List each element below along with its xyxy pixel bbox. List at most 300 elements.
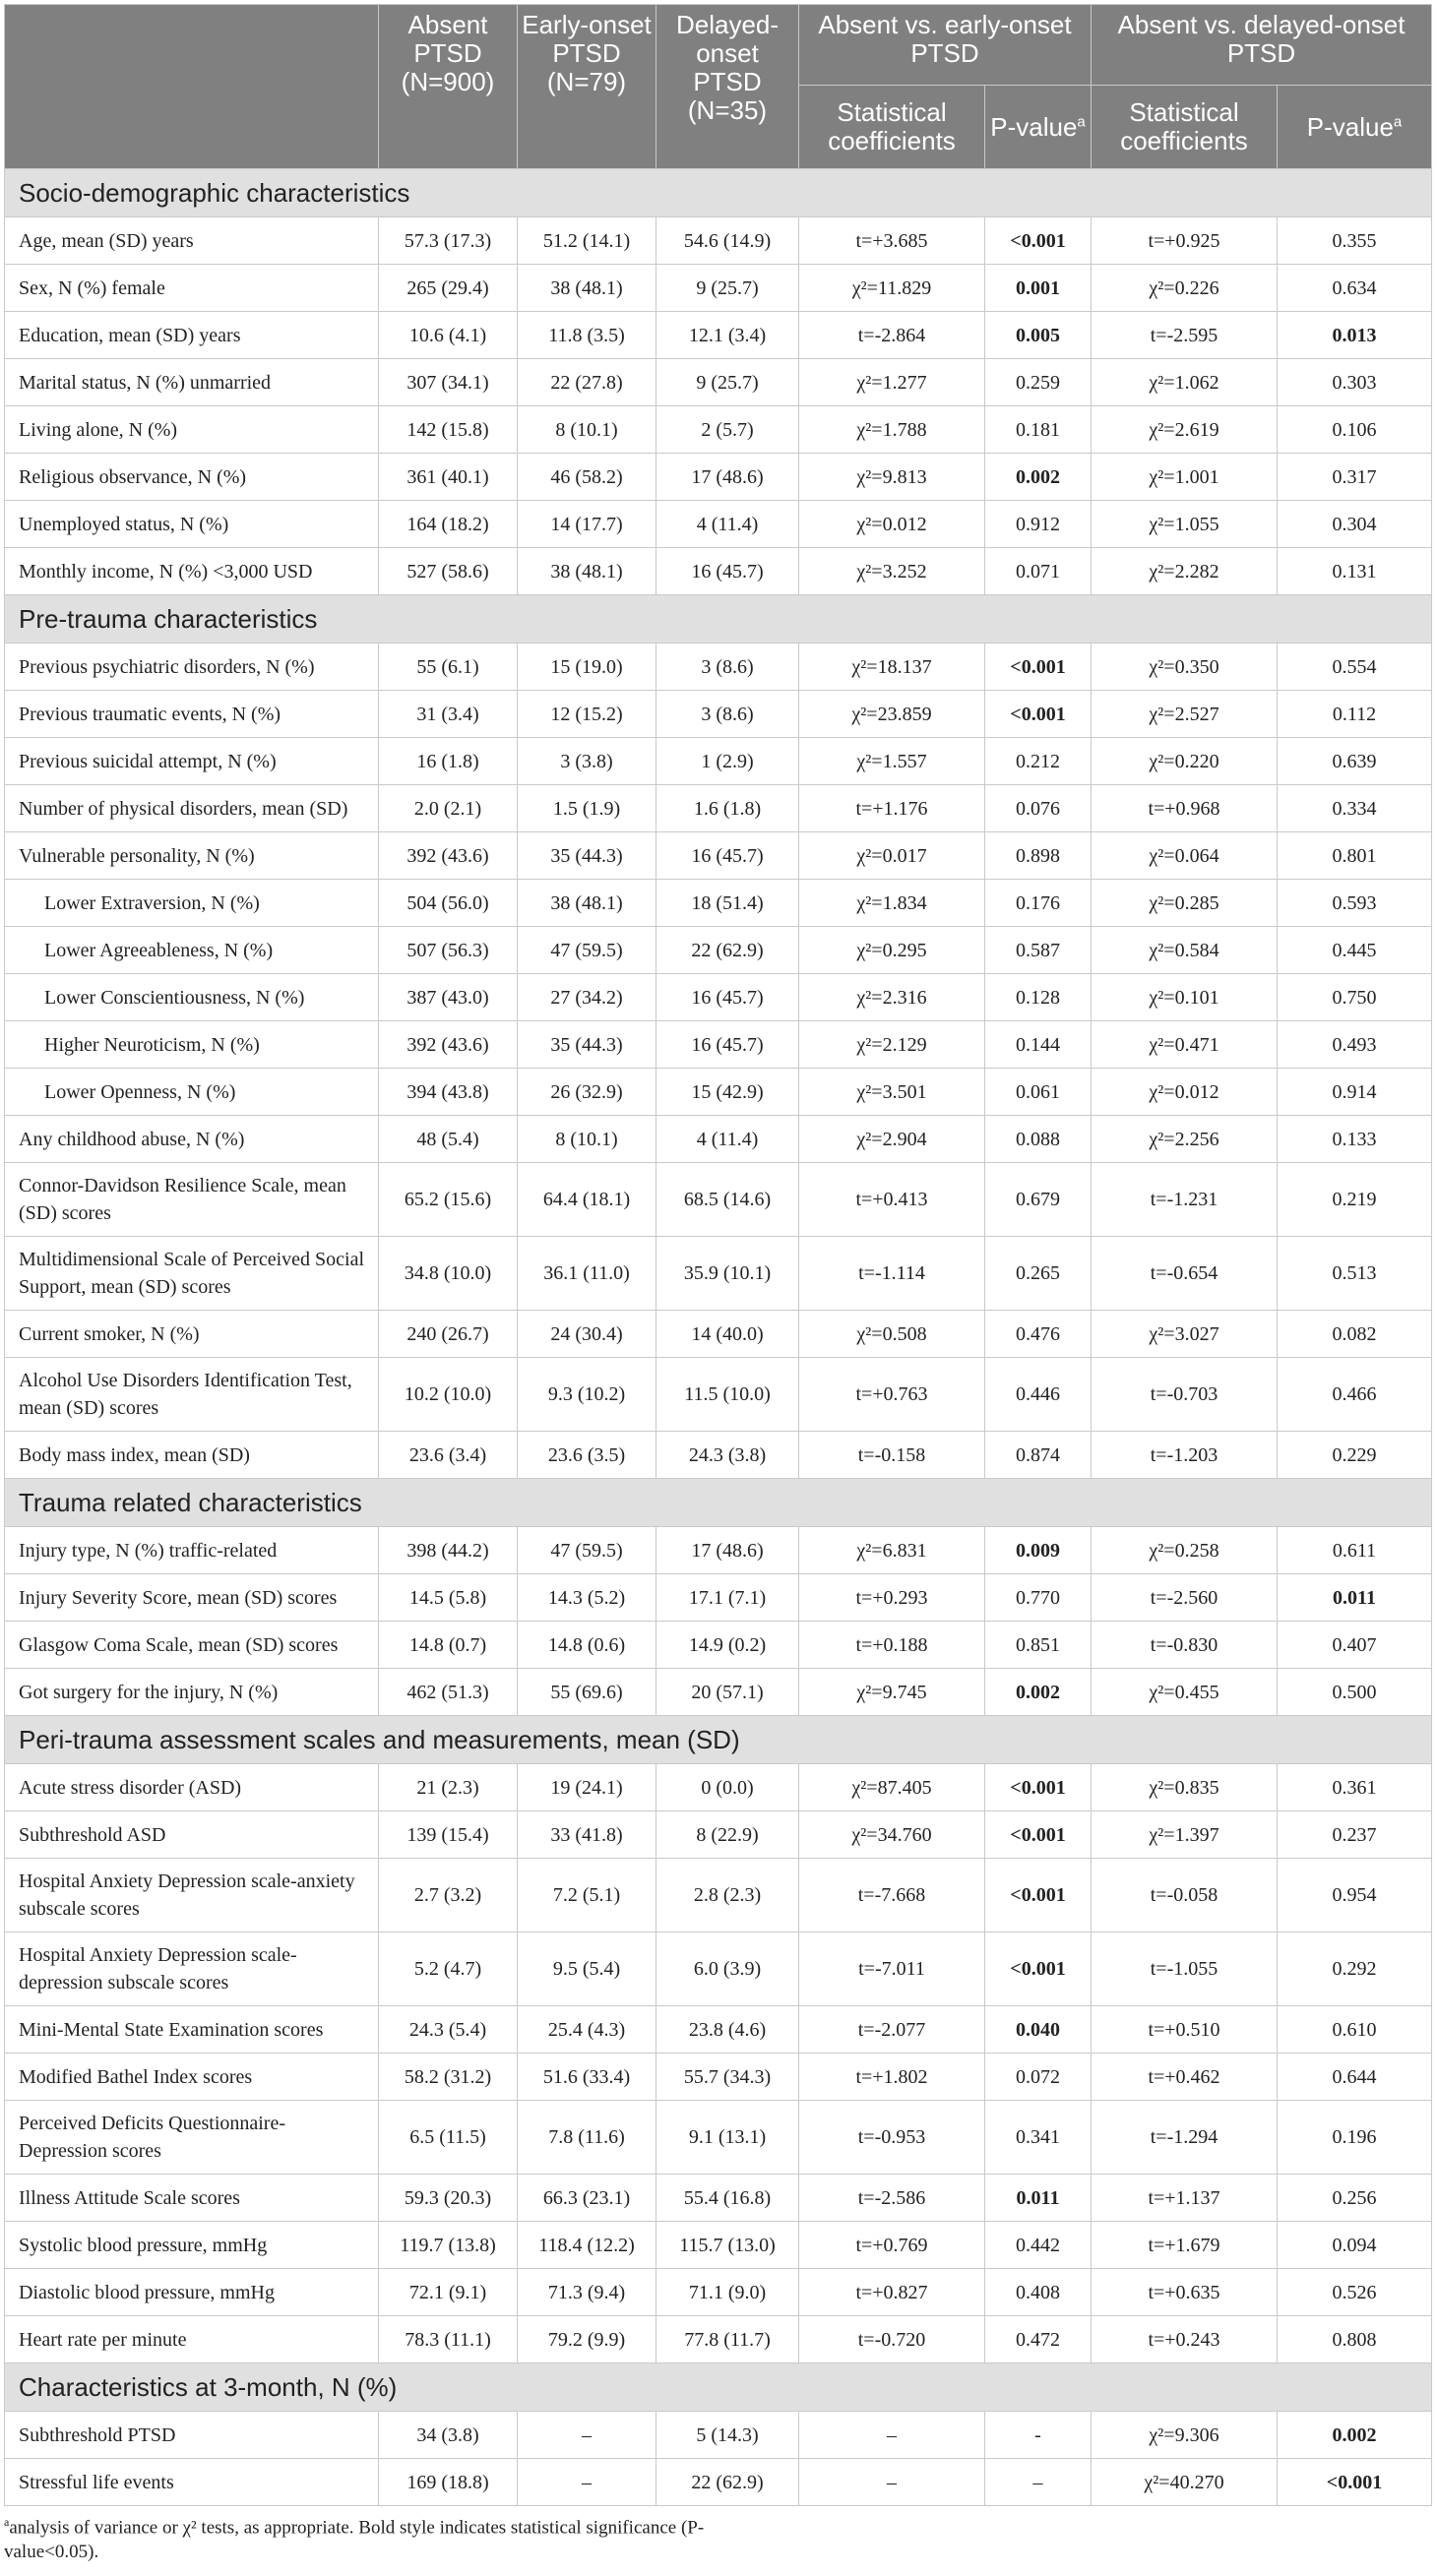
cell-stat-delayed: χ²=0.455 xyxy=(1092,1669,1278,1716)
row-label: Previous suicidal attempt, N (%) xyxy=(5,738,379,785)
cell-stat-early: χ²=2.904 xyxy=(799,1116,985,1163)
cell-absent-value: 57.3 (17.3) xyxy=(379,217,518,265)
cell-pvalue-early: 0.072 xyxy=(985,2054,1092,2101)
cell-absent-value: 55 (6.1) xyxy=(379,644,518,691)
cell-early-value: 47 (59.5) xyxy=(518,927,656,974)
cell-delayed-value: 12.1 (3.4) xyxy=(656,312,799,359)
cell-stat-early: χ²=1.277 xyxy=(799,359,985,406)
cell-pvalue-delayed: 0.914 xyxy=(1278,1069,1432,1116)
table-row xyxy=(5,1932,1432,2006)
cell-pvalue-early: 0.088 xyxy=(985,1116,1092,1163)
row-label: Body mass index, mean (SD) xyxy=(5,1432,379,1479)
table-row xyxy=(5,2459,1432,2506)
cell-pvalue-delayed: 0.639 xyxy=(1278,738,1432,785)
table-row xyxy=(5,1764,1432,1811)
cell-early-value: 71.3 (9.4) xyxy=(518,2269,656,2316)
header-delayed-onset-ptsd: Delayed-onset PTSD (N=35) xyxy=(656,5,799,169)
cell-absent-value: 462 (51.3) xyxy=(379,1669,518,1716)
cell-pvalue-delayed: 0.292 xyxy=(1278,1932,1432,2006)
cell-pvalue-early: 0.212 xyxy=(985,738,1092,785)
cell-stat-early: χ²=0.295 xyxy=(799,927,985,974)
cell-stat-early: t=+0.413 xyxy=(799,1163,985,1237)
cell-delayed-value: 55.4 (16.8) xyxy=(656,2175,799,2222)
cell-delayed-value: 6.0 (3.9) xyxy=(656,1932,799,2006)
cell-stat-delayed: χ²=0.226 xyxy=(1092,265,1278,312)
cell-absent-value: 387 (43.0) xyxy=(379,974,518,1021)
cell-stat-delayed: χ²=1.055 xyxy=(1092,501,1278,548)
cell-early-value: 3 (3.8) xyxy=(518,738,656,785)
cell-early-value: 14 (17.7) xyxy=(518,501,656,548)
cell-pvalue-delayed: 0.304 xyxy=(1278,501,1432,548)
row-label: Monthly income, N (%) <3,000 USD xyxy=(5,548,379,595)
cell-stat-delayed: t=-0.654 xyxy=(1092,1237,1278,1311)
row-label: Diastolic blood pressure, mmHg xyxy=(5,2269,379,2316)
cell-stat-delayed: t=+1.137 xyxy=(1092,2175,1278,2222)
cell-pvalue-delayed: 0.500 xyxy=(1278,1669,1432,1716)
cell-stat-early: χ²=23.859 xyxy=(799,691,985,738)
cell-pvalue-early: 0.472 xyxy=(985,2316,1092,2363)
cell-delayed-value: 16 (45.7) xyxy=(656,974,799,1021)
cell-delayed-value: 55.7 (34.3) xyxy=(656,2054,799,2101)
cell-pvalue-early: 0.002 xyxy=(985,1669,1092,1716)
cell-stat-early: t=+0.293 xyxy=(799,1574,985,1622)
table-row xyxy=(5,1859,1432,1932)
cell-pvalue-delayed: 0.407 xyxy=(1278,1622,1432,1669)
cell-delayed-value: 17 (48.6) xyxy=(656,1527,799,1574)
cell-delayed-value: 1.6 (1.8) xyxy=(656,785,799,832)
cell-early-value: 79.2 (9.9) xyxy=(518,2316,656,2363)
cell-early-value: 1.5 (1.9) xyxy=(518,785,656,832)
cell-delayed-value: 17 (48.6) xyxy=(656,454,799,501)
cell-absent-value: 65.2 (15.6) xyxy=(379,1163,518,1237)
cell-pvalue-early: 0.259 xyxy=(985,359,1092,406)
cell-pvalue-early: <0.001 xyxy=(985,691,1092,738)
cell-stat-delayed: t=+0.510 xyxy=(1092,2006,1278,2054)
row-label: Systolic blood pressure, mmHg xyxy=(5,2222,379,2269)
row-label: Lower Extraversion, N (%) xyxy=(5,880,379,927)
row-label: Injury type, N (%) traffic-related xyxy=(5,1527,379,1574)
cell-early-value: – xyxy=(518,2459,656,2506)
header-blank-cell xyxy=(5,5,379,169)
cell-pvalue-early: 0.181 xyxy=(985,406,1092,454)
cell-pvalue-early: <0.001 xyxy=(985,1764,1092,1811)
cell-delayed-value: 4 (11.4) xyxy=(656,501,799,548)
cell-stat-early: χ²=2.316 xyxy=(799,974,985,1021)
cell-delayed-value: 9.1 (13.1) xyxy=(656,2101,799,2175)
section-header-row xyxy=(5,169,1432,217)
header-pvalue-early: P-value$^a$ xyxy=(985,86,1092,169)
row-label: Hospital Anxiety Depression scale-anxiety subscale scores xyxy=(5,1859,379,1932)
cell-stat-delayed: χ²=9.306 xyxy=(1092,2412,1278,2459)
cell-pvalue-early: <0.001 xyxy=(985,1811,1092,1859)
cell-delayed-value: 3 (8.6) xyxy=(656,691,799,738)
table-container xyxy=(4,4,1431,2564)
results-table xyxy=(4,4,1432,2506)
cell-stat-early: χ²=1.834 xyxy=(799,880,985,927)
cell-stat-delayed: χ²=0.012 xyxy=(1092,1069,1278,1116)
row-label: Previous traumatic events, N (%) xyxy=(5,691,379,738)
cell-delayed-value: 35.9 (10.1) xyxy=(656,1237,799,1311)
row-label: Age, mean (SD) years xyxy=(5,217,379,265)
row-label: Unemployed status, N (%) xyxy=(5,501,379,548)
cell-early-value: 26 (32.9) xyxy=(518,1069,656,1116)
cell-delayed-value: 77.8 (11.7) xyxy=(656,2316,799,2363)
cell-pvalue-early: 0.009 xyxy=(985,1527,1092,1574)
table-row xyxy=(5,2175,1432,2222)
row-label: Lower Agreeableness, N (%) xyxy=(5,927,379,974)
cell-stat-early: χ²=0.508 xyxy=(799,1311,985,1358)
cell-absent-value: 398 (44.2) xyxy=(379,1527,518,1574)
cell-stat-early: χ²=6.831 xyxy=(799,1527,985,1574)
table-row xyxy=(5,312,1432,359)
cell-pvalue-delayed: 0.013 xyxy=(1278,312,1432,359)
cell-early-value: 55 (69.6) xyxy=(518,1669,656,1716)
cell-stat-early: t=-2.586 xyxy=(799,2175,985,2222)
cell-early-value: 12 (15.2) xyxy=(518,691,656,738)
row-label: Heart rate per minute xyxy=(5,2316,379,2363)
row-label: Stressful life events xyxy=(5,2459,379,2506)
section-title: Peri-trauma assessment scales and measurements, mean (SD) xyxy=(5,1716,1432,1764)
cell-stat-early: t=-1.114 xyxy=(799,1237,985,1311)
cell-stat-delayed: χ²=0.285 xyxy=(1092,880,1278,927)
cell-absent-value: 507 (56.3) xyxy=(379,927,518,974)
cell-pvalue-early: 0.679 xyxy=(985,1163,1092,1237)
table-row xyxy=(5,2222,1432,2269)
cell-stat-early: χ²=2.129 xyxy=(799,1021,985,1069)
table-body xyxy=(5,169,1432,2506)
table-row xyxy=(5,1669,1432,1716)
cell-early-value: 27 (34.2) xyxy=(518,974,656,1021)
cell-early-value: 8 (10.1) xyxy=(518,1116,656,1163)
cell-pvalue-delayed: 0.493 xyxy=(1278,1021,1432,1069)
row-label: Injury Severity Score, mean (SD) scores xyxy=(5,1574,379,1622)
cell-stat-delayed: χ²=1.001 xyxy=(1092,454,1278,501)
cell-early-value: 19 (24.1) xyxy=(518,1764,656,1811)
cell-stat-delayed: t=-1.055 xyxy=(1092,1932,1278,2006)
row-label: Current smoker, N (%) xyxy=(5,1311,379,1358)
cell-pvalue-delayed: <0.001 xyxy=(1278,2459,1432,2506)
cell-pvalue-early: 0.128 xyxy=(985,974,1092,1021)
cell-early-value: 35 (44.3) xyxy=(518,1021,656,1069)
header-stat-coef-early: Statistical coefficients xyxy=(799,86,985,169)
cell-delayed-value: 11.5 (10.0) xyxy=(656,1358,799,1432)
cell-stat-early: χ²=34.760 xyxy=(799,1811,985,1859)
row-label: Glasgow Coma Scale, mean (SD) scores xyxy=(5,1622,379,1669)
row-label: Hospital Anxiety Depression scale-depression subscale scores xyxy=(5,1932,379,2006)
cell-stat-early: χ²=3.252 xyxy=(799,548,985,595)
cell-stat-early: χ²=87.405 xyxy=(799,1764,985,1811)
cell-absent-value: 10.6 (4.1) xyxy=(379,312,518,359)
cell-pvalue-early: 0.341 xyxy=(985,2101,1092,2175)
cell-early-value: 118.4 (12.2) xyxy=(518,2222,656,2269)
cell-delayed-value: 16 (45.7) xyxy=(656,1021,799,1069)
cell-early-value: 36.1 (11.0) xyxy=(518,1237,656,1311)
cell-early-value: 22 (27.8) xyxy=(518,359,656,406)
cell-pvalue-early: 0.851 xyxy=(985,1622,1092,1669)
cell-early-value: 66.3 (23.1) xyxy=(518,2175,656,2222)
cell-stat-delayed: χ²=3.027 xyxy=(1092,1311,1278,1358)
table-row xyxy=(5,548,1432,595)
cell-early-value: 8 (10.1) xyxy=(518,406,656,454)
cell-absent-value: 2.7 (3.2) xyxy=(379,1859,518,1932)
row-label: Perceived Deficits Questionnaire-Depression scores xyxy=(5,2101,379,2175)
cell-absent-value: 10.2 (10.0) xyxy=(379,1358,518,1432)
cell-pvalue-early: <0.001 xyxy=(985,1932,1092,2006)
cell-early-value: 47 (59.5) xyxy=(518,1527,656,1574)
cell-pvalue-delayed: 0.229 xyxy=(1278,1432,1432,1479)
cell-pvalue-delayed: 0.554 xyxy=(1278,644,1432,691)
cell-pvalue-delayed: 0.610 xyxy=(1278,2006,1432,2054)
cell-delayed-value: 16 (45.7) xyxy=(656,548,799,595)
cell-pvalue-early: <0.001 xyxy=(985,1859,1092,1932)
row-label: Mini-Mental State Examination scores xyxy=(5,2006,379,2054)
cell-stat-early: t=+1.802 xyxy=(799,2054,985,2101)
cell-pvalue-delayed: 0.954 xyxy=(1278,1859,1432,1932)
cell-stat-delayed: t=-2.560 xyxy=(1092,1574,1278,1622)
cell-stat-delayed: t=-1.231 xyxy=(1092,1163,1278,1237)
cell-delayed-value: 68.5 (14.6) xyxy=(656,1163,799,1237)
cell-pvalue-delayed: 0.801 xyxy=(1278,832,1432,880)
cell-stat-delayed: t=+0.968 xyxy=(1092,785,1278,832)
cell-stat-early: χ²=1.788 xyxy=(799,406,985,454)
cell-stat-early: χ²=0.017 xyxy=(799,832,985,880)
table-row xyxy=(5,2412,1432,2459)
cell-absent-value: 72.1 (9.1) xyxy=(379,2269,518,2316)
cell-early-value: 25.4 (4.3) xyxy=(518,2006,656,2054)
cell-early-value: 15 (19.0) xyxy=(518,644,656,691)
cell-pvalue-delayed: 0.750 xyxy=(1278,974,1432,1021)
table-header xyxy=(5,5,1432,169)
cell-pvalue-delayed: 0.237 xyxy=(1278,1811,1432,1859)
cell-delayed-value: 23.8 (4.6) xyxy=(656,2006,799,2054)
cell-absent-value: 23.6 (3.4) xyxy=(379,1432,518,1479)
section-title: Trauma related characteristics xyxy=(5,1479,1432,1527)
cell-stat-early: χ²=3.501 xyxy=(799,1069,985,1116)
cell-pvalue-delayed: 0.002 xyxy=(1278,2412,1432,2459)
row-label: Modified Bathel Index scores xyxy=(5,2054,379,2101)
table-row xyxy=(5,406,1432,454)
cell-pvalue-delayed: 0.131 xyxy=(1278,548,1432,595)
cell-early-value: 38 (48.1) xyxy=(518,548,656,595)
cell-pvalue-early: - xyxy=(985,2412,1092,2459)
cell-pvalue-delayed: 0.644 xyxy=(1278,2054,1432,2101)
cell-stat-early: t=+3.685 xyxy=(799,217,985,265)
cell-pvalue-delayed: 0.611 xyxy=(1278,1527,1432,1574)
header-pvalue-delayed: P-value$^a$ xyxy=(1278,86,1432,169)
cell-pvalue-early: 0.005 xyxy=(985,312,1092,359)
cell-stat-delayed: χ²=40.270 xyxy=(1092,2459,1278,2506)
table-row xyxy=(5,785,1432,832)
row-label: Any childhood abuse, N (%) xyxy=(5,1116,379,1163)
row-label: Religious observance, N (%) xyxy=(5,454,379,501)
table-row xyxy=(5,1527,1432,1574)
cell-absent-value: 34.8 (10.0) xyxy=(379,1237,518,1311)
cell-stat-delayed: t=+0.243 xyxy=(1092,2316,1278,2363)
cell-pvalue-early: 0.001 xyxy=(985,265,1092,312)
section-header-row xyxy=(5,2363,1432,2412)
cell-delayed-value: 54.6 (14.9) xyxy=(656,217,799,265)
cell-stat-delayed: t=-2.595 xyxy=(1092,312,1278,359)
cell-stat-delayed: χ²=2.619 xyxy=(1092,406,1278,454)
cell-absent-value: 14.5 (5.8) xyxy=(379,1574,518,1622)
cell-stat-delayed: χ²=2.256 xyxy=(1092,1116,1278,1163)
cell-absent-value: 48 (5.4) xyxy=(379,1116,518,1163)
cell-pvalue-early: 0.442 xyxy=(985,2222,1092,2269)
cell-stat-delayed: t=-0.058 xyxy=(1092,1859,1278,1932)
table-row xyxy=(5,927,1432,974)
table-row xyxy=(5,2269,1432,2316)
cell-absent-value: 59.3 (20.3) xyxy=(379,2175,518,2222)
cell-stat-early: t=-0.720 xyxy=(799,2316,985,2363)
cell-pvalue-early: 0.071 xyxy=(985,548,1092,595)
cell-pvalue-delayed: 0.593 xyxy=(1278,880,1432,927)
cell-absent-value: 504 (56.0) xyxy=(379,880,518,927)
header-absent-vs-early: Absent vs. early-onset PTSD xyxy=(799,5,1092,86)
cell-absent-value: 392 (43.6) xyxy=(379,1021,518,1069)
cell-pvalue-early: <0.001 xyxy=(985,644,1092,691)
cell-delayed-value: 4 (11.4) xyxy=(656,1116,799,1163)
cell-pvalue-early: 0.061 xyxy=(985,1069,1092,1116)
cell-pvalue-early: 0.770 xyxy=(985,1574,1092,1622)
cell-stat-delayed: t=+0.635 xyxy=(1092,2269,1278,2316)
cell-absent-value: 78.3 (11.1) xyxy=(379,2316,518,2363)
row-label: Previous psychiatric disorders, N (%) xyxy=(5,644,379,691)
row-label: Living alone, N (%) xyxy=(5,406,379,454)
cell-early-value: 46 (58.2) xyxy=(518,454,656,501)
row-label: Marital status, N (%) unmarried xyxy=(5,359,379,406)
cell-stat-delayed: χ²=0.350 xyxy=(1092,644,1278,691)
cell-early-value: 24 (30.4) xyxy=(518,1311,656,1358)
cell-pvalue-delayed: 0.011 xyxy=(1278,1574,1432,1622)
table-row xyxy=(5,1116,1432,1163)
cell-stat-early: t=-2.864 xyxy=(799,312,985,359)
cell-absent-value: 392 (43.6) xyxy=(379,832,518,880)
table-row xyxy=(5,217,1432,265)
cell-delayed-value: 18 (51.4) xyxy=(656,880,799,927)
cell-pvalue-delayed: 0.133 xyxy=(1278,1116,1432,1163)
cell-absent-value: 16 (1.8) xyxy=(379,738,518,785)
row-label: Connor-Davidson Resilience Scale, mean (SD) scores xyxy=(5,1163,379,1237)
cell-absent-value: 164 (18.2) xyxy=(379,501,518,548)
cell-absent-value: 394 (43.8) xyxy=(379,1069,518,1116)
cell-stat-delayed: χ²=1.062 xyxy=(1092,359,1278,406)
cell-early-value: 9.5 (5.4) xyxy=(518,1932,656,2006)
row-label: Education, mean (SD) years xyxy=(5,312,379,359)
cell-stat-early: t=-0.158 xyxy=(799,1432,985,1479)
table-row xyxy=(5,2101,1432,2175)
section-header-row xyxy=(5,595,1432,644)
cell-pvalue-early: <0.001 xyxy=(985,217,1092,265)
cell-pvalue-early: 0.040 xyxy=(985,2006,1092,2054)
row-label: Number of physical disorders, mean (SD) xyxy=(5,785,379,832)
table-row xyxy=(5,1163,1432,1237)
cell-pvalue-delayed: 0.445 xyxy=(1278,927,1432,974)
cell-stat-delayed: t=-1.294 xyxy=(1092,2101,1278,2175)
cell-stat-delayed: χ²=2.527 xyxy=(1092,691,1278,738)
table-row xyxy=(5,1358,1432,1432)
header-absent-vs-delayed: Absent vs. delayed-onset PTSD xyxy=(1092,5,1432,86)
cell-pvalue-early: 0.587 xyxy=(985,927,1092,974)
cell-pvalue-delayed: 0.303 xyxy=(1278,359,1432,406)
cell-delayed-value: 14.9 (0.2) xyxy=(656,1622,799,1669)
cell-early-value: 38 (48.1) xyxy=(518,880,656,927)
cell-absent-value: 24.3 (5.4) xyxy=(379,2006,518,2054)
cell-stat-delayed: t=+0.925 xyxy=(1092,217,1278,265)
cell-absent-value: 5.2 (4.7) xyxy=(379,1932,518,2006)
cell-pvalue-delayed: 0.513 xyxy=(1278,1237,1432,1311)
cell-early-value: 9.3 (10.2) xyxy=(518,1358,656,1432)
cell-stat-early: – xyxy=(799,2412,985,2459)
cell-stat-early: t=-7.011 xyxy=(799,1932,985,2006)
table-row xyxy=(5,832,1432,880)
cell-early-value: 38 (48.1) xyxy=(518,265,656,312)
cell-absent-value: 58.2 (31.2) xyxy=(379,2054,518,2101)
cell-stat-delayed: χ²=0.835 xyxy=(1092,1764,1278,1811)
section-title: Characteristics at 3-month, N (%) xyxy=(5,2363,1432,2412)
section-header-row xyxy=(5,1716,1432,1764)
cell-delayed-value: 22 (62.9) xyxy=(656,2459,799,2506)
cell-absent-value: 31 (3.4) xyxy=(379,691,518,738)
cell-stat-early: t=+0.763 xyxy=(799,1358,985,1432)
table-row xyxy=(5,1811,1432,1859)
cell-pvalue-early: 0.476 xyxy=(985,1311,1092,1358)
row-label: Acute stress disorder (ASD) xyxy=(5,1764,379,1811)
cell-stat-delayed: χ²=1.397 xyxy=(1092,1811,1278,1859)
row-label: Vulnerable personality, N (%) xyxy=(5,832,379,880)
cell-stat-delayed: χ²=0.471 xyxy=(1092,1021,1278,1069)
row-label: Lower Conscientiousness, N (%) xyxy=(5,974,379,1021)
cell-pvalue-early: 0.265 xyxy=(985,1237,1092,1311)
cell-stat-delayed: t=+0.462 xyxy=(1092,2054,1278,2101)
cell-pvalue-early: 0.912 xyxy=(985,501,1092,548)
cell-pvalue-delayed: 0.334 xyxy=(1278,785,1432,832)
cell-pvalue-delayed: 0.082 xyxy=(1278,1311,1432,1358)
cell-delayed-value: 22 (62.9) xyxy=(656,927,799,974)
cell-stat-early: t=-7.668 xyxy=(799,1859,985,1932)
table-row xyxy=(5,1021,1432,1069)
table-row xyxy=(5,1432,1432,1479)
section-title: Pre-trauma characteristics xyxy=(5,595,1432,644)
cell-pvalue-delayed: 0.466 xyxy=(1278,1358,1432,1432)
cell-delayed-value: 17.1 (7.1) xyxy=(656,1574,799,1622)
cell-delayed-value: 15 (42.9) xyxy=(656,1069,799,1116)
cell-stat-delayed: χ²=0.101 xyxy=(1092,974,1278,1021)
cell-delayed-value: 2.8 (2.3) xyxy=(656,1859,799,1932)
cell-absent-value: 361 (40.1) xyxy=(379,454,518,501)
row-label: Alcohol Use Disorders Identification Test, mean (SD) scores xyxy=(5,1358,379,1432)
cell-pvalue-delayed: 0.526 xyxy=(1278,2269,1432,2316)
cell-early-value: 35 (44.3) xyxy=(518,832,656,880)
cell-stat-early: t=+0.188 xyxy=(799,1622,985,1669)
cell-early-value: 51.2 (14.1) xyxy=(518,217,656,265)
table-row xyxy=(5,2054,1432,2101)
cell-delayed-value: 24.3 (3.8) xyxy=(656,1432,799,1479)
cell-stat-early: χ²=9.813 xyxy=(799,454,985,501)
cell-delayed-value: 8 (22.9) xyxy=(656,1811,799,1859)
cell-delayed-value: 20 (57.1) xyxy=(656,1669,799,1716)
cell-pvalue-delayed: 0.355 xyxy=(1278,217,1432,265)
table-row xyxy=(5,644,1432,691)
cell-absent-value: 265 (29.4) xyxy=(379,265,518,312)
cell-pvalue-early: 0.176 xyxy=(985,880,1092,927)
cell-early-value: 11.8 (3.5) xyxy=(518,312,656,359)
table-row xyxy=(5,1622,1432,1669)
cell-absent-value: 6.5 (11.5) xyxy=(379,2101,518,2175)
row-label: Illness Attitude Scale scores xyxy=(5,2175,379,2222)
cell-stat-early: χ²=1.557 xyxy=(799,738,985,785)
cell-early-value: – xyxy=(518,2412,656,2459)
cell-early-value: 33 (41.8) xyxy=(518,1811,656,1859)
